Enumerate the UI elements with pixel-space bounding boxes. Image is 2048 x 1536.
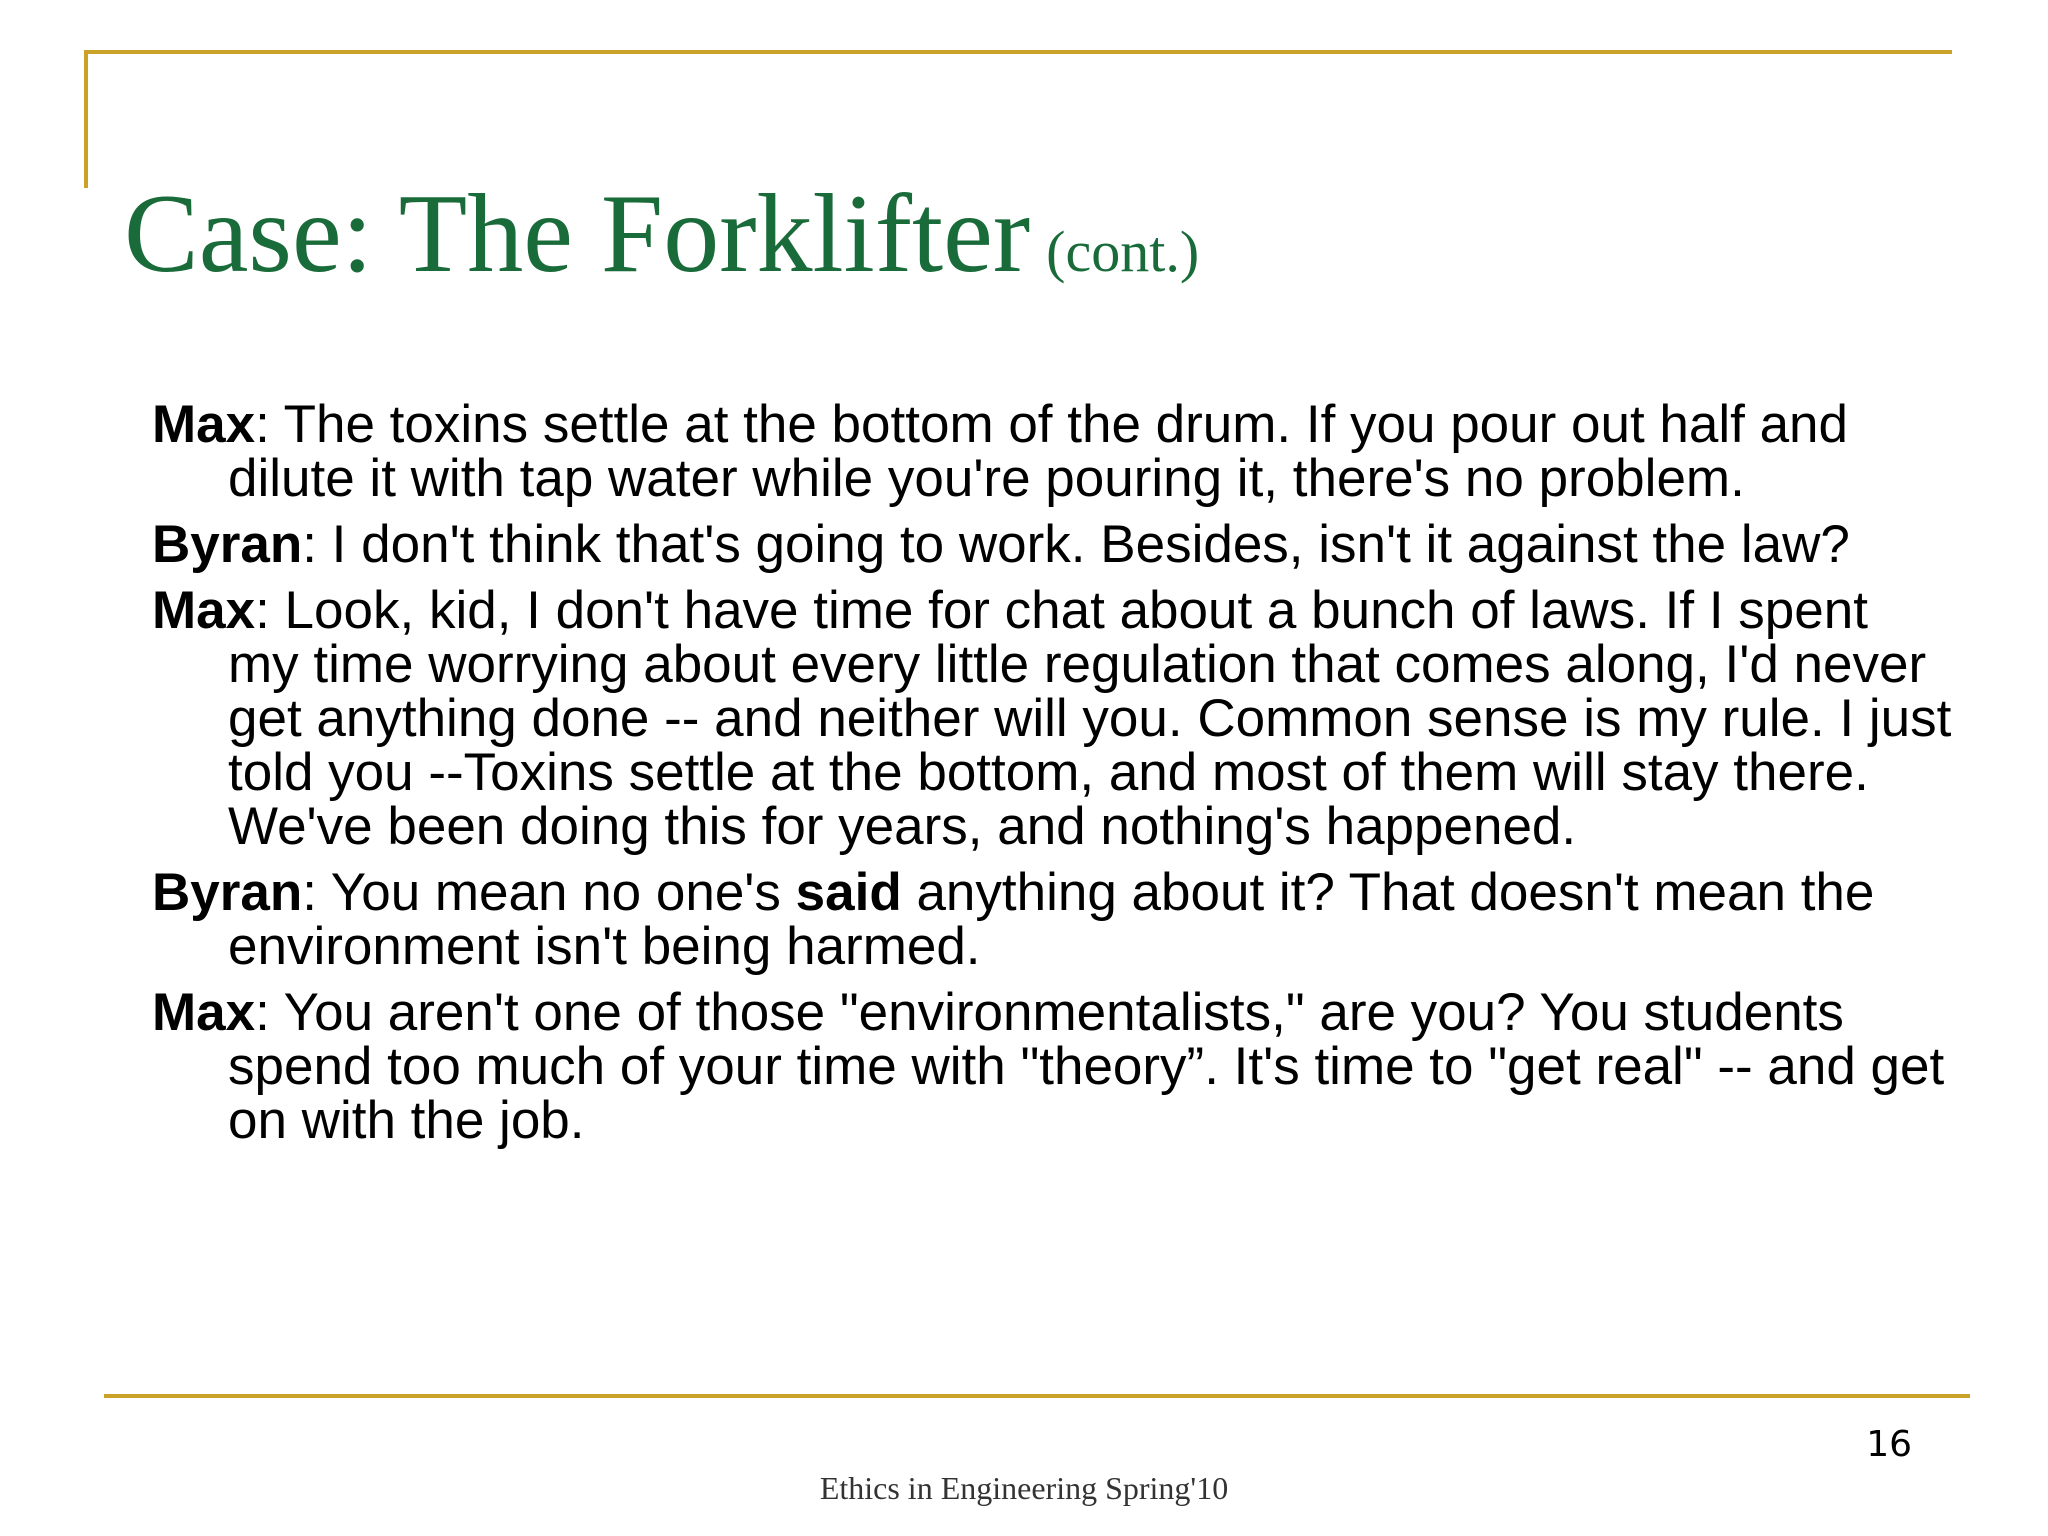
page-number: 16: [1866, 1424, 1912, 1465]
dialogue-body: [152, 395, 1952, 1160]
title-main: Case: The Forklifter: [124, 172, 1031, 296]
dialogue-text: : You mean no one's: [302, 863, 796, 922]
top-rule: [84, 50, 1952, 54]
slide-title: [124, 172, 1200, 296]
emphasis-text: said: [795, 863, 902, 922]
dialogue-text: anything about it? That doesn't mean the environment isn't being harmed.: [228, 863, 1875, 976]
dialogue-turn: [152, 395, 1952, 508]
left-rule: [84, 50, 88, 188]
dialogue-turn: [152, 515, 1952, 574]
dialogue-turn: [152, 581, 1952, 856]
dialogue-text: : You aren't one of those "environmentalists," are you? You students spend too much of your time with "theory”. It's time to "get real" -- and get on with the job.: [228, 983, 1945, 1150]
dialogue-turn: [152, 863, 1952, 976]
dialogue-text: : I don't think that's going to work. Besides, isn't it against the law?: [302, 515, 1850, 574]
dialogue-text: : The toxins settle at the bottom of the drum. If you pour out half and dilute it with tap water while you're pouring it, there's no problem.: [228, 395, 1849, 508]
dialogue-text: : Look, kid, I don't have time for chat about a bunch of laws. If I spent my time worrying about every little regulation that comes along, I'd never get anything done -- and neither will you. Common sense is my rule. I just told you --Toxins settle at the bottom, and most of them will stay there. We've been doing this for years, and nothing's happened.: [228, 581, 1952, 856]
footer-text: Ethics in Engineering Spring'10: [819, 1470, 1229, 1506]
speaker-name: Byran: [152, 515, 303, 574]
speaker-name: Max: [152, 581, 256, 640]
speaker-name: Byran: [152, 863, 303, 922]
bottom-rule: [104, 1394, 1970, 1398]
speaker-name: Max: [152, 395, 256, 454]
title-suffix: (cont.): [1046, 219, 1200, 284]
speaker-name: Max: [152, 983, 256, 1042]
dialogue-turn: [152, 983, 1952, 1150]
